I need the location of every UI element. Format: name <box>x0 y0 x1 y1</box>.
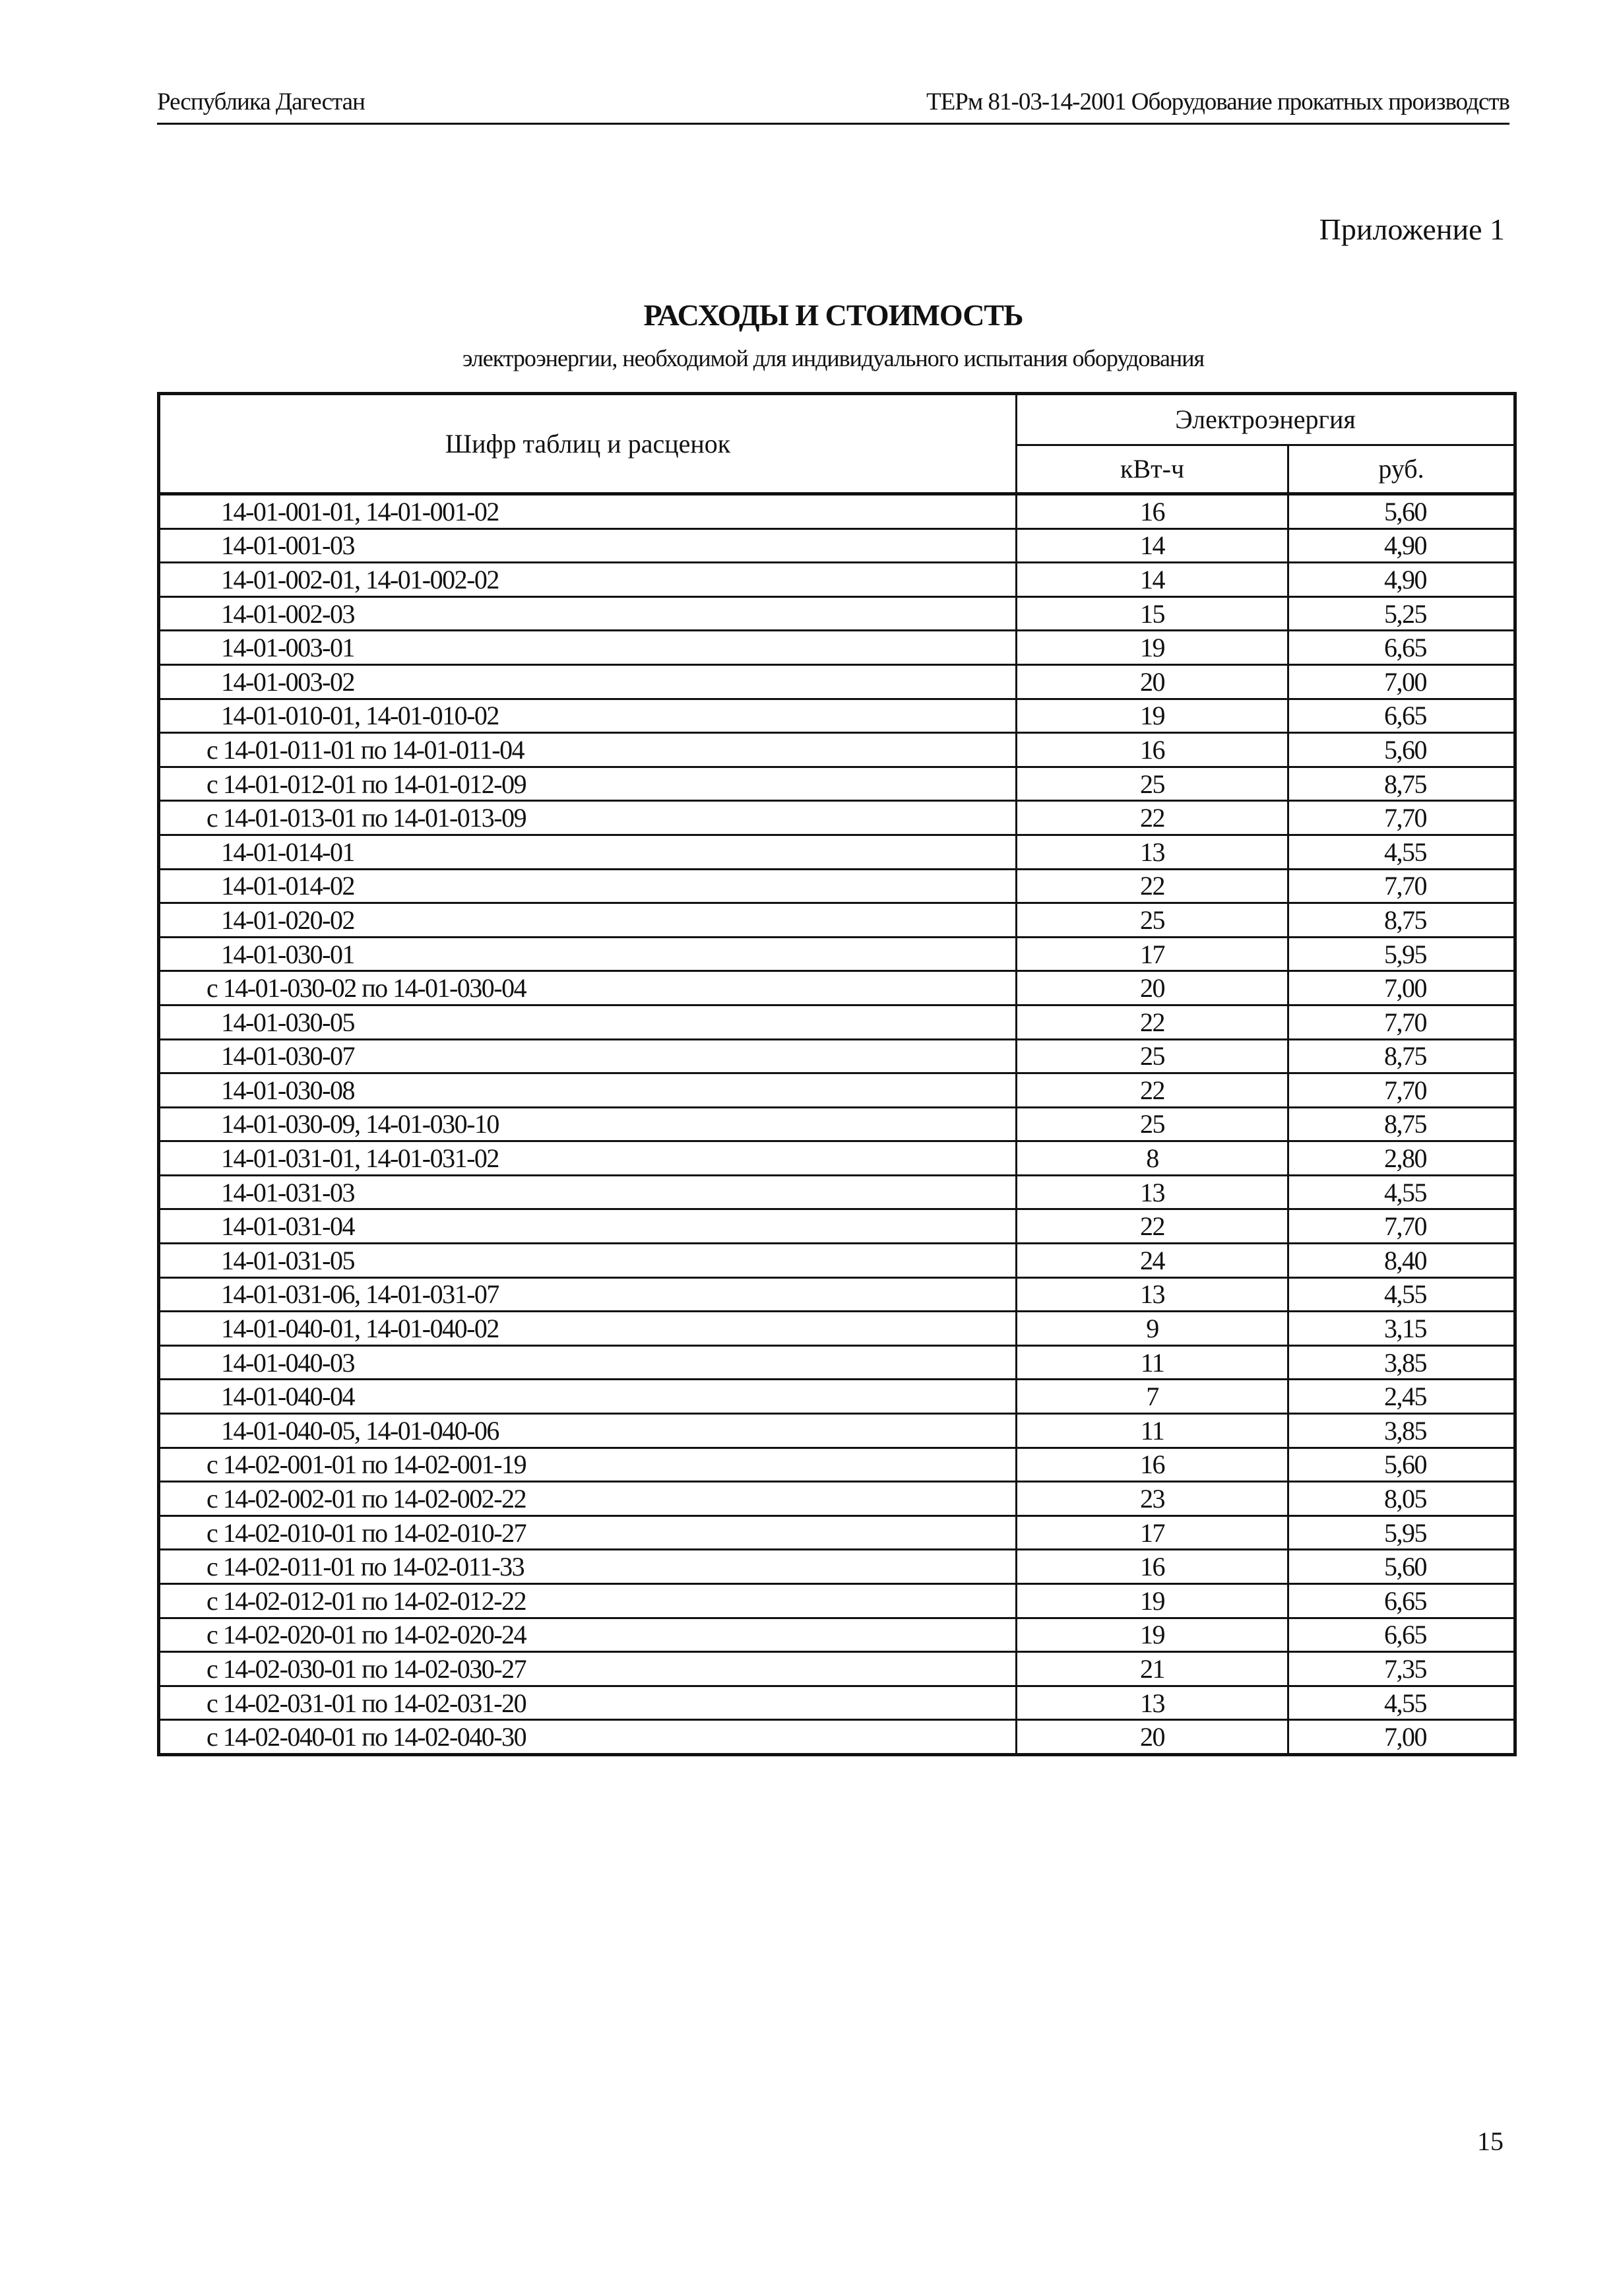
cell-kwh: 22 <box>1017 1209 1288 1244</box>
cell-code: с 14-02-002-01 по 14-02-002-22 <box>159 1482 1017 1516</box>
energy-cost-table-container <box>157 392 1513 1756</box>
cell-rub: 7,70 <box>1288 1209 1515 1244</box>
cell-rub: 7,00 <box>1288 664 1515 699</box>
cell-code: 14-01-001-03 <box>159 528 1017 563</box>
cell-rub: 4,90 <box>1288 563 1515 597</box>
cell-code: 14-01-014-02 <box>159 869 1017 903</box>
table-row <box>159 937 1515 971</box>
cell-kwh: 22 <box>1017 1073 1288 1108</box>
cell-rub: 3,85 <box>1288 1345 1515 1380</box>
table-row <box>159 903 1515 938</box>
cell-kwh: 22 <box>1017 869 1288 903</box>
cell-code: с 14-01-013-01 по 14-01-013-09 <box>159 801 1017 835</box>
table-row <box>159 801 1515 835</box>
cell-kwh: 13 <box>1017 1175 1288 1209</box>
cell-code: с 14-02-011-01 по 14-02-011-33 <box>159 1550 1017 1584</box>
cell-code: 14-01-010-01, 14-01-010-02 <box>159 699 1017 733</box>
cell-kwh: 16 <box>1017 733 1288 767</box>
cell-kwh: 16 <box>1017 1550 1288 1584</box>
table-header <box>159 394 1515 494</box>
cell-code: 14-01-040-01, 14-01-040-02 <box>159 1312 1017 1346</box>
cell-kwh: 19 <box>1017 631 1288 665</box>
cell-kwh: 21 <box>1017 1652 1288 1686</box>
cell-code: 14-01-030-01 <box>159 937 1017 971</box>
cell-rub: 7,70 <box>1288 1005 1515 1039</box>
page-number: 15 <box>1477 2126 1504 2156</box>
table-row <box>159 1005 1515 1039</box>
table-row <box>159 1073 1515 1108</box>
table-body <box>159 494 1515 1755</box>
cell-rub: 5,25 <box>1288 596 1515 631</box>
cell-rub: 5,95 <box>1288 1515 1515 1550</box>
table-row <box>159 1618 1515 1652</box>
running-header <box>157 84 1509 125</box>
cell-kwh: 14 <box>1017 563 1288 597</box>
cell-kwh: 22 <box>1017 801 1288 835</box>
cell-code: с 14-01-012-01 по 14-01-012-09 <box>159 767 1017 801</box>
cell-kwh: 20 <box>1017 1720 1288 1755</box>
page-subtitle: электроэнергии, необходимой для индивидуального испытания оборудования <box>462 345 1205 371</box>
cell-rub: 2,80 <box>1288 1141 1515 1176</box>
cell-code: с 14-02-031-01 по 14-02-031-20 <box>159 1686 1017 1720</box>
table-row <box>159 733 1515 767</box>
cell-code: 14-01-003-02 <box>159 664 1017 699</box>
table-row <box>159 1414 1515 1448</box>
cell-kwh: 25 <box>1017 1039 1288 1073</box>
cell-kwh: 16 <box>1017 494 1288 529</box>
table-row <box>159 1550 1515 1584</box>
cell-kwh: 25 <box>1017 903 1288 938</box>
table-row <box>159 528 1515 563</box>
column-header-kwh: кВт-ч <box>1017 445 1288 494</box>
cell-rub: 4,55 <box>1288 1175 1515 1209</box>
cell-rub: 7,00 <box>1288 971 1515 1005</box>
table-row <box>159 1482 1515 1516</box>
cell-code: 14-01-030-08 <box>159 1073 1017 1108</box>
cell-rub: 3,15 <box>1288 1312 1515 1346</box>
cell-code: с 14-01-030-02 по 14-01-030-04 <box>159 971 1017 1005</box>
cell-kwh: 23 <box>1017 1482 1288 1516</box>
cell-rub: 8,40 <box>1288 1244 1515 1278</box>
table-row <box>159 1039 1515 1073</box>
cell-code: 14-01-014-01 <box>159 835 1017 869</box>
table-row <box>159 1107 1515 1141</box>
cell-rub: 5,60 <box>1288 494 1515 529</box>
cell-code: 14-01-031-04 <box>159 1209 1017 1244</box>
table-row <box>159 1686 1515 1720</box>
cell-rub: 7,70 <box>1288 1073 1515 1108</box>
cell-kwh: 11 <box>1017 1414 1288 1448</box>
cell-kwh: 24 <box>1017 1244 1288 1278</box>
table-row <box>159 1277 1515 1312</box>
cell-rub: 7,70 <box>1288 869 1515 903</box>
table-row <box>159 664 1515 699</box>
cell-rub: 5,60 <box>1288 1448 1515 1482</box>
table-row <box>159 699 1515 733</box>
cell-kwh: 13 <box>1017 1686 1288 1720</box>
cell-kwh: 20 <box>1017 971 1288 1005</box>
cell-kwh: 22 <box>1017 1005 1288 1039</box>
table-row <box>159 767 1515 801</box>
cell-code: 14-01-040-03 <box>159 1345 1017 1380</box>
cell-rub: 7,35 <box>1288 1652 1515 1686</box>
cell-code: 14-01-031-06, 14-01-031-07 <box>159 1277 1017 1312</box>
table-row <box>159 1584 1515 1618</box>
cell-rub: 2,45 <box>1288 1380 1515 1414</box>
cell-kwh: 11 <box>1017 1345 1288 1380</box>
cell-kwh: 25 <box>1017 1107 1288 1141</box>
cell-code: с 14-02-010-01 по 14-02-010-27 <box>159 1515 1017 1550</box>
cell-rub: 6,65 <box>1288 699 1515 733</box>
table-row <box>159 835 1515 869</box>
cell-code: с 14-02-012-01 по 14-02-012-22 <box>159 1584 1017 1618</box>
page-title: РАСХОДЫ И СТОИМОСТЬ <box>643 298 1023 332</box>
cell-kwh: 19 <box>1017 699 1288 733</box>
cell-code: 14-01-003-01 <box>159 631 1017 665</box>
cell-rub: 7,00 <box>1288 1720 1515 1755</box>
table-row <box>159 1141 1515 1176</box>
column-group-header-electricity: Электроэнергия <box>1017 394 1515 445</box>
cell-rub: 5,95 <box>1288 937 1515 971</box>
cell-code: 14-01-030-09, 14-01-030-10 <box>159 1107 1017 1141</box>
cell-rub: 4,55 <box>1288 835 1515 869</box>
cell-rub: 4,55 <box>1288 1277 1515 1312</box>
cell-rub: 6,65 <box>1288 1618 1515 1652</box>
cell-rub: 3,85 <box>1288 1414 1515 1448</box>
column-header-code: Шифр таблиц и расценок <box>159 394 1017 494</box>
cell-code: 14-01-002-03 <box>159 596 1017 631</box>
cell-kwh: 13 <box>1017 835 1288 869</box>
cell-code: 14-01-040-04 <box>159 1380 1017 1414</box>
cell-kwh: 13 <box>1017 1277 1288 1312</box>
cell-code: с 14-02-020-01 по 14-02-020-24 <box>159 1618 1017 1652</box>
cell-kwh: 16 <box>1017 1448 1288 1482</box>
cell-code: с 14-02-001-01 по 14-02-001-19 <box>159 1448 1017 1482</box>
cell-rub: 5,60 <box>1288 1550 1515 1584</box>
cell-kwh: 19 <box>1017 1618 1288 1652</box>
cell-code: 14-01-040-05, 14-01-040-06 <box>159 1414 1017 1448</box>
table-row <box>159 1244 1515 1278</box>
cell-rub: 8,75 <box>1288 767 1515 801</box>
cell-code: с 14-02-030-01 по 14-02-030-27 <box>159 1652 1017 1686</box>
cell-code: 14-01-020-02 <box>159 903 1017 938</box>
cell-rub: 7,70 <box>1288 801 1515 835</box>
cell-code: 14-01-001-01, 14-01-001-02 <box>159 494 1017 529</box>
cell-rub: 6,65 <box>1288 631 1515 665</box>
cell-kwh: 15 <box>1017 596 1288 631</box>
cell-rub: 6,65 <box>1288 1584 1515 1618</box>
appendix-label: Приложение 1 <box>1319 212 1505 246</box>
cell-kwh: 25 <box>1017 767 1288 801</box>
cell-rub: 4,55 <box>1288 1686 1515 1720</box>
header-document-code: ТЕРм 81-03-14-2001 Оборудование прокатных производств <box>926 88 1509 115</box>
cell-kwh: 20 <box>1017 664 1288 699</box>
table-row <box>159 1209 1515 1244</box>
cell-rub: 5,60 <box>1288 733 1515 767</box>
cell-code: 14-01-031-03 <box>159 1175 1017 1209</box>
energy-cost-table <box>157 392 1517 1756</box>
table-row <box>159 494 1515 529</box>
cell-rub: 4,90 <box>1288 528 1515 563</box>
cell-kwh: 17 <box>1017 1515 1288 1550</box>
cell-kwh: 14 <box>1017 528 1288 563</box>
table-row <box>159 1312 1515 1346</box>
cell-rub: 8,75 <box>1288 903 1515 938</box>
cell-rub: 8,05 <box>1288 1482 1515 1516</box>
cell-rub: 8,75 <box>1288 1107 1515 1141</box>
table-row <box>159 1175 1515 1209</box>
table-row <box>159 596 1515 631</box>
cell-kwh: 17 <box>1017 937 1288 971</box>
cell-kwh: 9 <box>1017 1312 1288 1346</box>
table-row <box>159 631 1515 665</box>
table-row <box>159 1448 1515 1482</box>
table-row <box>159 1345 1515 1380</box>
cell-code: с 14-02-040-01 по 14-02-040-30 <box>159 1720 1017 1755</box>
cell-rub: 8,75 <box>1288 1039 1515 1073</box>
table-row <box>159 869 1515 903</box>
cell-kwh: 19 <box>1017 1584 1288 1618</box>
cell-code: 14-01-030-05 <box>159 1005 1017 1039</box>
cell-kwh: 7 <box>1017 1380 1288 1414</box>
table-row <box>159 563 1515 597</box>
table-row <box>159 1652 1515 1686</box>
table-row <box>159 1515 1515 1550</box>
table-row <box>159 1380 1515 1414</box>
cell-code: 14-01-030-07 <box>159 1039 1017 1073</box>
cell-code: с 14-01-011-01 по 14-01-011-04 <box>159 733 1017 767</box>
cell-code: 14-01-031-05 <box>159 1244 1017 1278</box>
cell-code: 14-01-031-01, 14-01-031-02 <box>159 1141 1017 1176</box>
column-header-rub: руб. <box>1288 445 1515 494</box>
header-region: Республика Дагестан <box>157 88 365 115</box>
table-row <box>159 1720 1515 1755</box>
cell-code: 14-01-002-01, 14-01-002-02 <box>159 563 1017 597</box>
table-row <box>159 971 1515 1005</box>
cell-kwh: 8 <box>1017 1141 1288 1176</box>
